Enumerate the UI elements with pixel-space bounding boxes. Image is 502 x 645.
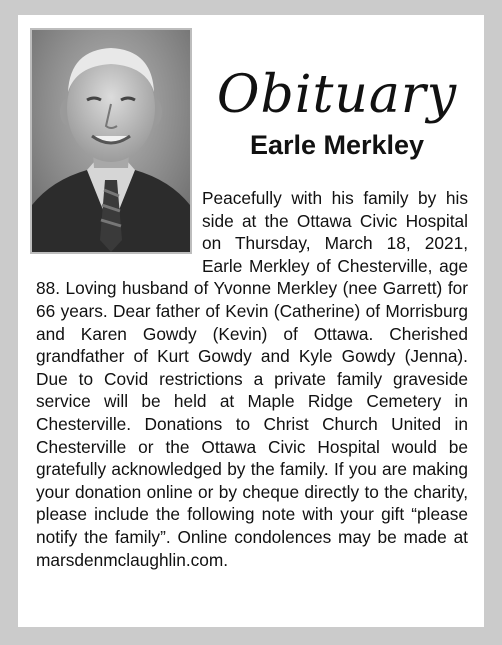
obituary-card [18,15,484,627]
photo-wrap-spacer [36,187,202,255]
heading-block [206,65,468,161]
obituary-text-block [36,187,468,571]
deceased-name: Earle Merkley [249,130,425,160]
obituary-title: Obituary [216,65,458,125]
obituary-body: Peacefully with his family by his side at the Ottawa Civic Hospital on Thursday, March 18, 2021, Earle Merkley of Chesterville, age 88. Loving husband of Yvonne Merkley (nee Garrett) for 66 years. Dear father of Kevin (Catherine) of Morrisburg and Karen Gowdy (Kevin) of Ottawa. Cherished grandfather of Kurt Gowdy and Kyle Gowdy (Jenna). Due to Covid restrictions a private family graveside service will be held at Maple Ridge Cemetery in Chesterville. Donations to Christ Church United in Chesterville or the Ottawa Civic Hospital would be gratefully acknowledged by the family. If you are making your donation online or by cheque directly to the charity, please include the following note with your gift “please notify the family”. Online condolences may be made at marsdenmclaughlin.com. [36,188,468,570]
